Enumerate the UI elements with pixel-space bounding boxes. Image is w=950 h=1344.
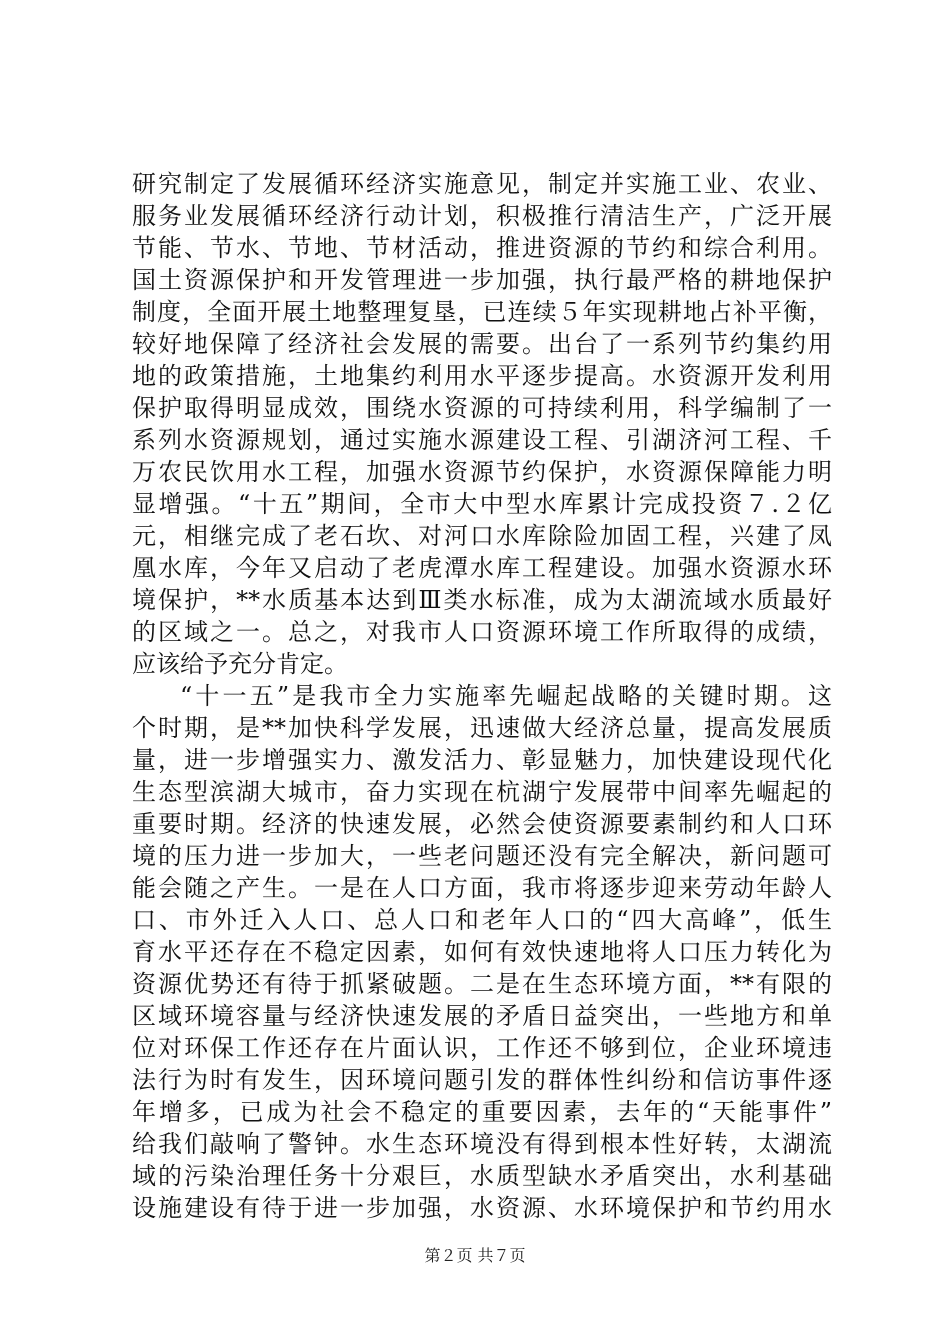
text-line: 的区域之一。总之，对我市人口资源环境工作所取得的成绩， [132, 618, 832, 646]
text-line: 国土资源保护和开发管理进一步加强，执行最严格的耕地保护 [132, 266, 832, 294]
text-line: 系列水资源规划，通过实施水源建设工程、引湖济河工程、千 [132, 426, 832, 454]
text-line: 节能、节水、节地、节材活动，推进资源的节约和综合利用。 [132, 234, 832, 262]
body-text [132, 168, 832, 1224]
text-line: 位对环保工作还存在片面认识，工作还不够到位，企业环境违 [132, 1034, 832, 1062]
text-line-paragraph-start: “十一五”是我市全力实施率先崛起战略的关键时期。这 [180, 682, 832, 710]
text-line: 万农民饮用水工程，加强水资源节约保护，水资源保障能力明 [132, 458, 832, 486]
text-line: 境的压力进一步加大，一些老问题还没有完全解决，新问题可 [132, 842, 832, 870]
text-line: 保护取得明显成效，围绕水资源的可持续利用，科学编制了一 [132, 394, 832, 422]
text-line: 重要时期。经济的快速发展，必然会使资源要素制约和人口环 [132, 810, 832, 838]
text-line: 育水平还存在不稳定因素，如何有效快速地将人口压力转化为 [132, 938, 832, 966]
text-line: 凰水库，今年又启动了老虎潭水库工程建设。加强水资源水环 [132, 554, 832, 582]
text-line: 生态型滨湖大城市，奋力实现在杭湖宁发展带中间率先崛起的 [132, 778, 832, 806]
text-line: 应该给予充分肯定。 [132, 650, 348, 678]
text-line: 个时期，是**加快科学发展，迅速做大经济总量，提高发展质 [132, 714, 832, 742]
text-line: 量，进一步增强实力、激发活力、彰显魅力，加快建设现代化 [132, 746, 832, 774]
page-number-footer: 第２页 共７页 [424, 1246, 526, 1265]
text-line: 地的政策措施，土地集约利用水平逐步提高。水资源开发利用 [132, 362, 832, 390]
text-line: 较好地保障了经济社会发展的需要。出台了一系列节约集约用 [132, 330, 832, 358]
text-line: 研究制定了发展循环经济实施意见，制定并实施工业、农业、 [132, 170, 832, 198]
text-line: 资源优势还有待于抓紧破题。二是在生态环境方面，**有限的 [132, 970, 832, 998]
text-line: 年增多，已成为社会不稳定的重要因素，去年的“天能事件” [132, 1098, 832, 1126]
text-line: 域的污染治理任务十分艰巨，水质型缺水矛盾突出，水利基础 [132, 1162, 832, 1190]
text-line: 制度，全面开展土地整理复垦，已连续５年实现耕地占补平衡， [132, 298, 832, 326]
text-line: 区域环境容量与经济快速发展的矛盾日益突出，一些地方和单 [132, 1002, 832, 1030]
text-line: 显增强。“十五”期间，全市大中型水库累计完成投资７.２亿 [132, 490, 832, 518]
text-line: 口、市外迁入人口、总人口和老年人口的“四大高峰”，低生 [132, 906, 832, 934]
text-line: 服务业发展循环经济行动计划，积极推行清洁生产，广泛开展 [132, 202, 832, 230]
text-line: 法行为时有发生，因环境问题引发的群体性纠纷和信访事件逐 [132, 1066, 832, 1094]
text-line: 境保护，**水质基本达到Ⅲ类水标准，成为太湖流域水质最好 [132, 586, 832, 614]
text-line: 元，相继完成了老石坎、对河口水库除险加固工程，兴建了凤 [132, 522, 832, 550]
text-line: 能会随之产生。一是在人口方面，我市将逐步迎来劳动年龄人 [132, 874, 832, 902]
text-line: 设施建设有待于进一步加强，水资源、水环境保护和节约用水 [132, 1194, 832, 1222]
text-line: 给我们敲响了警钟。水生态环境没有得到根本性好转，太湖流 [132, 1130, 832, 1158]
